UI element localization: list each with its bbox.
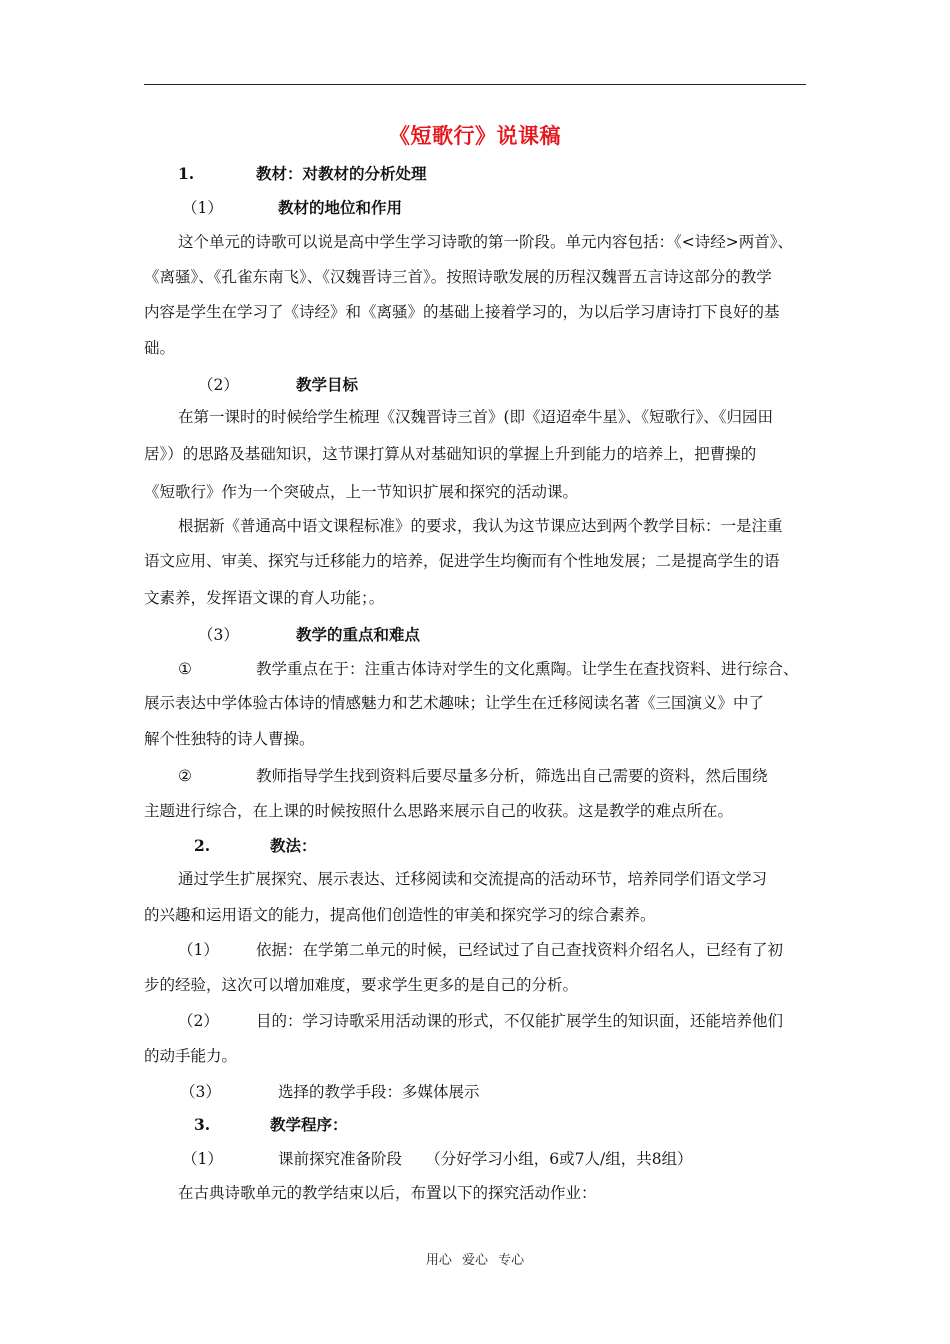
item-text: 课前探究准备阶段 （分好学习小组，6或7人/组，共8组） <box>278 1150 693 1168</box>
section-3-number: 3. <box>194 1115 211 1134</box>
section-3-heading: 教学程序： <box>270 1115 348 1134</box>
section-1-2-number: （2） <box>198 376 239 394</box>
item-text: 教学重点在于：注重古体诗对学生的文化熏陶。让学生在查找资料、进行综合、 <box>256 660 799 678</box>
section-1-number: 1. <box>178 164 195 183</box>
paragraph-line: 根据新《普通高中语文课程标准》的要求，我认为这节课应达到两个教学目标：一是注重 <box>178 517 783 535</box>
item-marker: ① <box>178 660 192 678</box>
document-title: 《短歌行》说课稿 <box>389 123 561 148</box>
paragraph-line: 内容是学生在学习了《诗经》和《离骚》的基础上接着学习的，为以后学习唐诗打下良好的基 <box>144 303 780 321</box>
section-1-1-heading: 教材的地位和作用 <box>278 198 403 217</box>
paragraph-line: 础。 <box>144 339 176 357</box>
paragraph-line: 的动手能力。 <box>144 1047 238 1065</box>
paragraph-line: 这个单元的诗歌可以说是高中学生学习诗歌的第一阶段。单元内容包括：《<诗经>两首》、 <box>178 233 793 251</box>
paragraph-line: 通过学生扩展探究、展示表达、迁移阅读和交流提高的活动环节，培养同学们语文学习 <box>178 870 768 888</box>
paragraph-line: 在古典诗歌单元的教学结束以后，布置以下的探究活动作业： <box>178 1184 597 1202</box>
paragraph-line: 展示表达中学体验古体诗的情感魅力和艺术趣味；让学生在迁移阅读名著《三国演义》中了 <box>144 694 765 712</box>
paragraph-line: 步的经验，这次可以增加难度，要求学生更多的是自己的分析。 <box>144 976 579 994</box>
header-rule <box>144 84 806 85</box>
item-marker: ② <box>178 767 192 785</box>
paragraph-line: 《短歌行》作为一个突破点，上一节知识扩展和探究的活动课。 <box>144 483 579 501</box>
item-text: 依据：在学第二单元的时候，已经试过了自己查找资料介绍名人，已经有了初 <box>256 941 784 959</box>
paragraph-line: 《离骚》、《孔雀东南飞》、《汉魏晋诗三首》。按照诗歌发展的历程汉魏晋五言诗这部分的教学 <box>144 268 772 286</box>
item-text: 选择的教学手段：多媒体展示 <box>278 1083 480 1101</box>
paragraph-line: 在第一课时的时候给学生梳理《汉魏晋诗三首》(即《迢迢牵牛星》、《短歌行》、《归园田 <box>178 408 774 426</box>
page-footer: 用心 爱心 专心 <box>425 1253 525 1268</box>
paragraph-line: 语文应用、审美、探究与迁移能力的培养，促进学生均衡而有个性地发展；二是提高学生的语 <box>144 552 780 570</box>
paragraph-line: 的兴趣和运用语文的能力，提高他们创造性的审美和探究学习的综合素养。 <box>144 906 656 924</box>
paragraph-line: 文素养，发挥语文课的育人功能；。 <box>144 589 385 607</box>
section-1-2-heading: 教学目标 <box>296 375 359 394</box>
item-text: 目的：学习诗歌采用活动课的形式，不仅能扩展学生的知识面，还能培养他们 <box>256 1012 784 1030</box>
section-2-number: 2. <box>194 836 211 855</box>
paragraph-line: 主题进行综合，在上课的时候按照什么思路来展示自己的收获。这是教学的难点所在。 <box>144 802 734 820</box>
section-1-3-heading: 教学的重点和难点 <box>296 625 421 644</box>
section-1-3-number: （3） <box>198 626 239 644</box>
section-1-1-number: （1） <box>182 199 223 217</box>
item-text: 教师指导学生找到资料后要尽量多分析，筛选出自己需要的资料，然后围绕 <box>256 767 768 785</box>
paragraph-line: 解个性独特的诗人曹操。 <box>144 730 315 748</box>
item-marker: （1） <box>178 941 219 959</box>
item-marker: （1） <box>182 1150 223 1168</box>
item-marker: （2） <box>178 1012 219 1030</box>
item-marker: （3） <box>180 1083 221 1101</box>
section-2-heading: 教法： <box>270 836 317 855</box>
section-1-heading: 教材：对教材的分析处理 <box>256 164 427 183</box>
paragraph-line: 居》）的思路及基础知识，这节课打算从对基础知识的掌握上升到能力的培养上，把曹操的 <box>144 445 757 463</box>
